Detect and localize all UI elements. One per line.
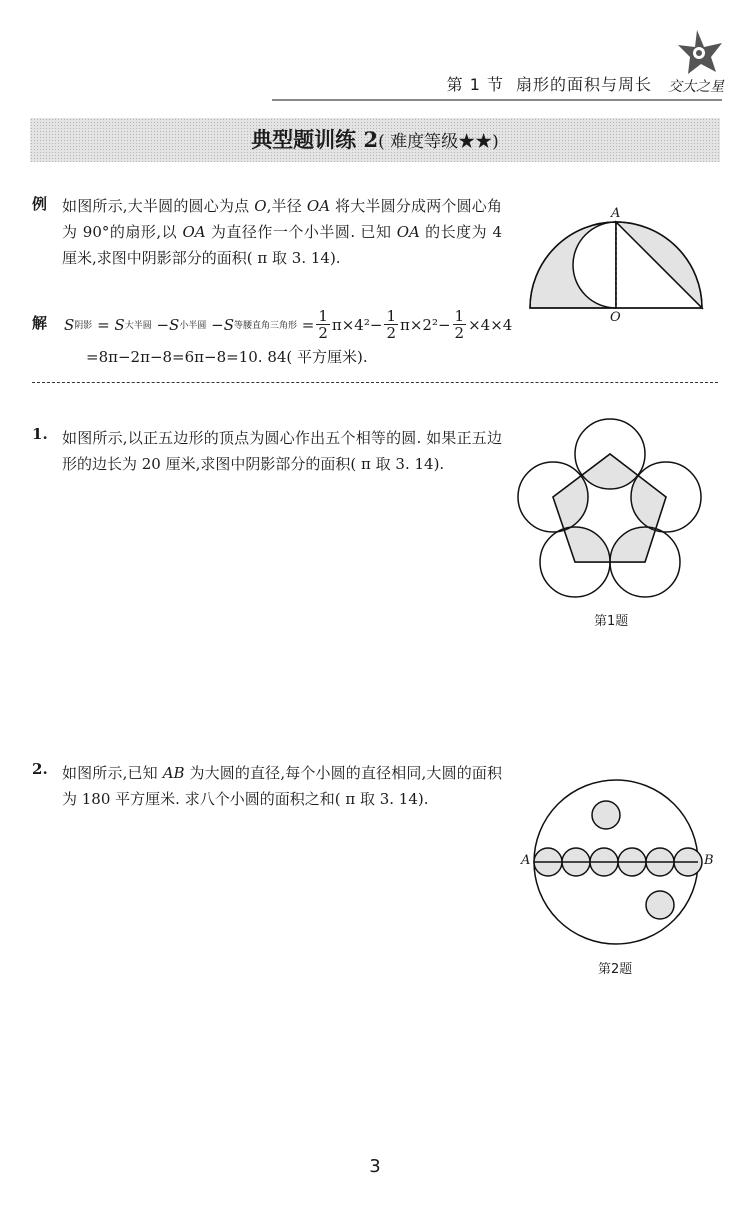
dashed-divider <box>32 382 718 383</box>
solution-label: 解 <box>32 314 48 332</box>
logo-text: 交大之星 <box>668 79 724 95</box>
page-number: 3 <box>369 1156 381 1177</box>
header-rule <box>272 99 722 101</box>
section-title: 扇形的面积与周长 <box>515 75 652 94</box>
section-header <box>435 72 652 95</box>
label-A: A <box>611 206 621 221</box>
logo-star-icon <box>678 30 722 74</box>
q2-number: 2. <box>32 760 48 778</box>
q1-number: 1. <box>32 425 48 443</box>
label-A2: A <box>521 853 531 868</box>
q1-caption: 第1题 <box>594 614 629 629</box>
q2-figure <box>534 780 702 944</box>
example-figure <box>530 222 702 308</box>
q2-caption: 第2题 <box>598 962 633 977</box>
label-O: O <box>610 310 621 325</box>
banner-title: 典型题训练 2 <box>251 127 379 152</box>
difficulty-level: ( 难度等级★★) <box>378 132 499 152</box>
solution-formula: S 阴影 = S 大半圆 − S 小半圆 − S 等腰直角三角形 = $\frac{1}{2}$ π×4²− $\frac{1}{2}$ π×2²− $\frac{1}{2}$ ×4×4 <box>64 307 513 342</box>
q1-text: 如图所示,以正五边形的顶点为圆心作出五个相等的圆. 如果正五边形的边长为 20 厘米,求图中阴影部分的面积( π 取 3. 14). <box>62 429 502 473</box>
section-number: 第 1 节 <box>446 75 504 94</box>
q1-figure <box>518 419 701 597</box>
q2-text: 如图所示,已知 AB 为大圆的直径,每个小圆的直径相同,大圆的面积为 180 平方厘米. 求八个小圆的面积之和( π 取 3. 14). <box>62 764 502 808</box>
label-B: B <box>704 853 714 868</box>
banner <box>30 118 720 162</box>
example-label: 例 <box>32 195 48 213</box>
solution-result: =8π−2π−8=6π−8=10. 84( 平方厘米). <box>86 348 368 366</box>
example-text: 如图所示,大半圆的圆心为点 O,半径 OA 将大半圆分成两个圆心角为 90°的扇形,以 OA 为直径作一个小半圆. 已知 OA 的长度为 4 厘米,求图中阴影部分的面积( π 取 3. 14). <box>62 197 502 267</box>
